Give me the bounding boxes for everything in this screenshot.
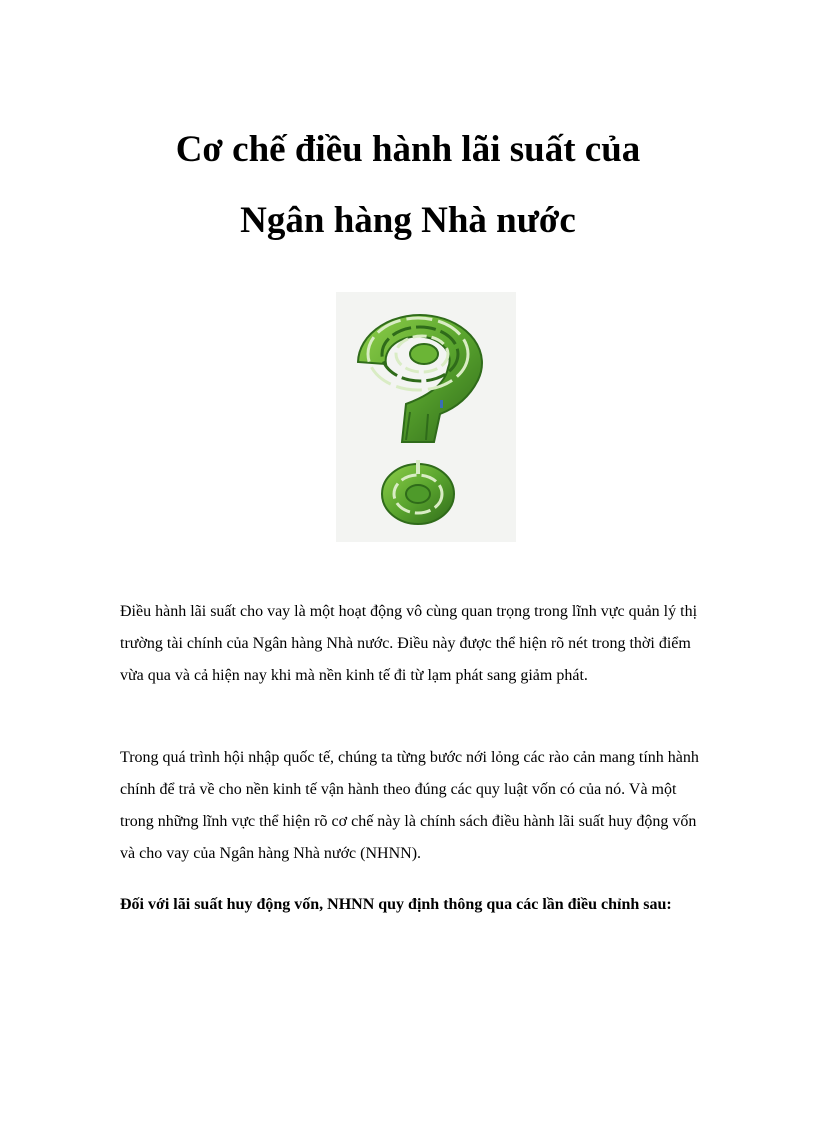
paragraph-2: Trong quá trình hội nhập quốc tế, chúng ta từng bước nới lỏng các rào cản mang tính hành chính để trả về cho nền kinh tế vận hành theo đúng các quy luật vốn có của nó. Và một trong những lĩnh vực thể hiện rõ cơ chế này là chính sách điều hành lãi suất huy động vốn và cho vay của Ngân hàng Nhà nước (NHNN).: [120, 749, 699, 862]
section-heading: Đối với lãi suất huy động vốn, NHNN quy định thông qua các lần điều chỉnh sau:: [120, 896, 672, 913]
maze-question-mark-figure: [336, 292, 516, 542]
document-title-line-2: Ngân hàng Nhà nước: [240, 200, 576, 241]
paragraph-1: Điều hành lãi suất cho vay là một hoạt động vô cùng quan trọng trong lĩnh vực quản lý thị trường tài chính của Ngân hàng Nhà nước. Điều này được thể hiện rõ nét trong thời điểm vừa qua và cả hiện nay khi mà nền kinh tế đi từ lạm phát sang giảm phát.: [120, 603, 698, 684]
maze-question-mark-icon: [336, 292, 516, 542]
document-title-line-1: Cơ chế điều hành lãi suất của: [175, 129, 641, 170]
